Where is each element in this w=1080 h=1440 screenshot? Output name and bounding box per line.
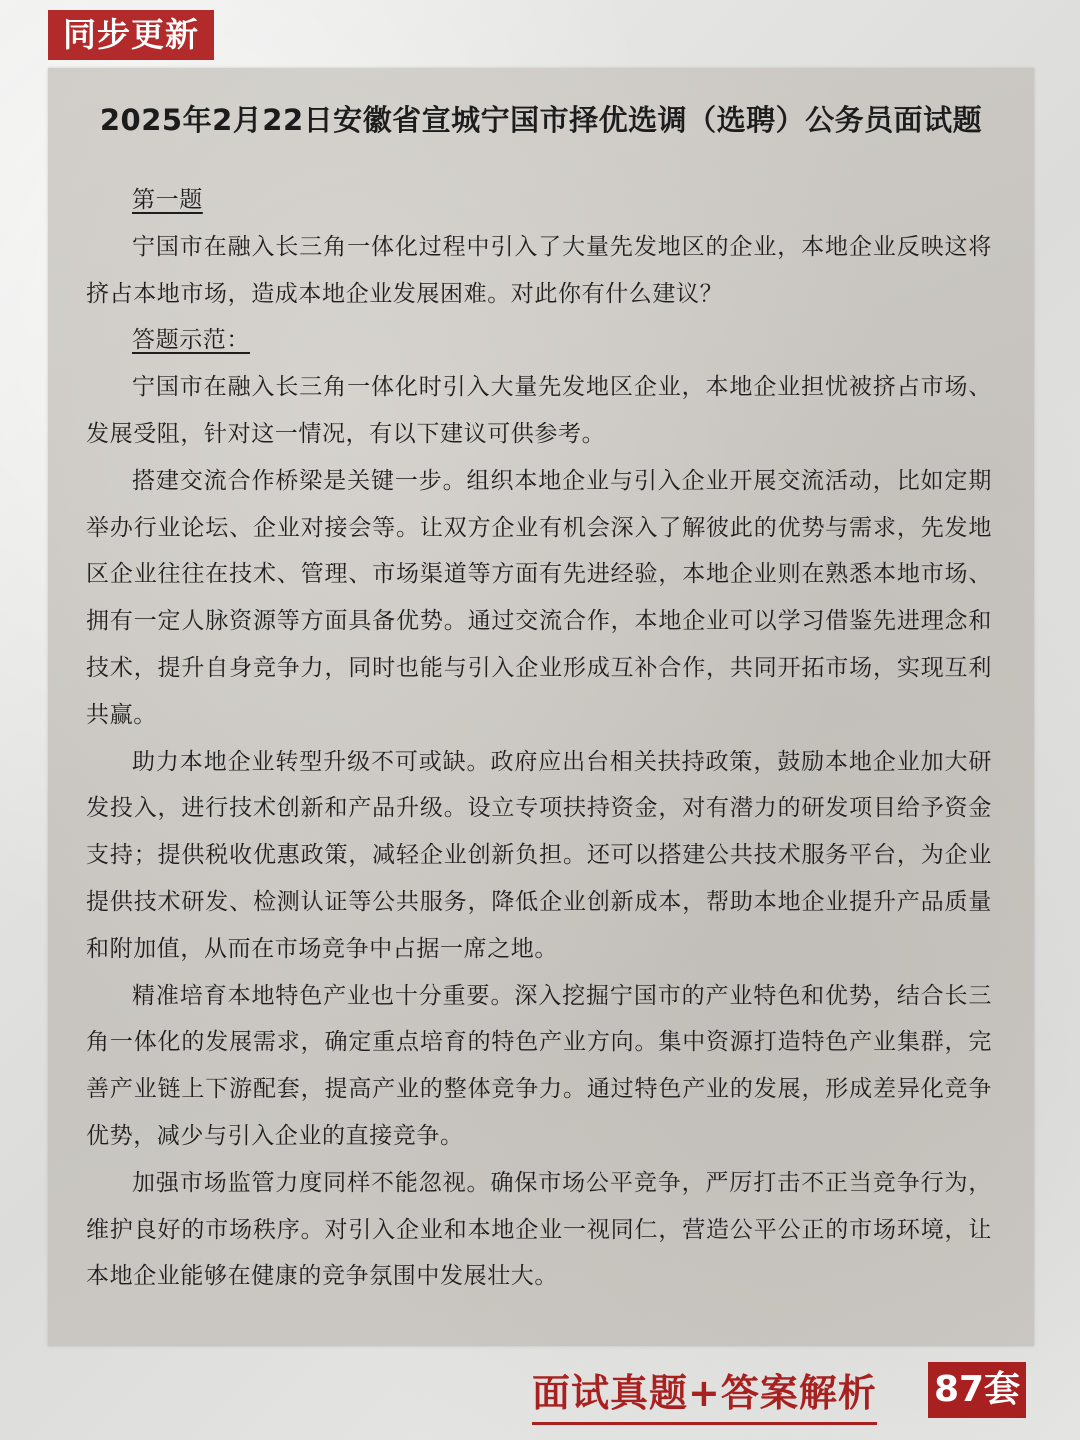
set-count-badge: 87套 <box>928 1362 1026 1418</box>
answer-paragraph: 宁国市在融入长三角一体化时引入大量先发地区企业，本地企业担忧被挤占市场、发展受阻，针对这一情况，有以下建议可供参考。 <box>86 374 992 447</box>
answer-paragraph: 搭建交流合作桥梁是关键一步。组织本地企业与引入企业开展交流活动，比如定期举办行业论坛、企业对接会等。让双方企业有机会深入了解彼此的优势与需求，先发地区企业往往在技术、管理、市场渠道等方面有先进经验，本地企业则在熟悉本地市场、拥有一定人脉资源等方面具备优势。通过交流合作，本地企业可以学习借鉴先进理念和技术，提升自身竞争力，同时也能与引入企业形成互补合作，共同开拓市场，实现互利共赢。 <box>86 467 992 728</box>
answer-paragraph: 助力本地企业转型升级不可或缺。政府应出台相关扶持政策，鼓励本地企业加大研发投入，进行技术创新和产品升级。设立专项扶持资金，对有潜力的研发项目给予资金支持；提供税收优惠政策，减轻企业创新负担。还可以搭建公共技术服务平台，为企业提供技术研发、检测认证等公共服务，降低企业创新成本，帮助本地企业提升产品质量和附加值，从而在市场竞争中占据一席之地。 <box>86 748 992 962</box>
answer-paragraph: 加强市场监管力度同样不能忽视。确保市场公平竞争，严厉打击不正当竞争行为，维护良好的市场秩序。对引入企业和本地企业一视同仁，营造公平公正的市场环境，让本地企业能够在健康的竞争氛围中发展壮大。 <box>86 1169 992 1290</box>
answer-paragraph: 精准培育本地特色产业也十分重要。深入挖掘宁国市的产业特色和优势，结合长三角一体化的发展需求，确定重点培育的特色产业方向。集中资源打造特色产业集群，完善产业链上下游配套，提高产业的整体竞争力。通过特色产业的发展，形成差异化竞争优势，减少与引入企业的直接竞争。 <box>86 982 992 1149</box>
document-title: 2025年2月22日安徽省宣城宁国市择优选调（选聘）公务员面试题 <box>99 103 983 137</box>
footer-caption: 面试真题+答案解析 <box>532 1364 877 1425</box>
sync-update-badge: 同步更新 <box>48 10 214 60</box>
document-sheet <box>48 68 1034 1346</box>
question-text: 宁国市在融入长三角一体化过程中引入了大量先发地区的企业，本地企业反映这将挤占本地市场，造成本地企业发展困难。对此你有什么建议？ <box>86 233 992 307</box>
document-body <box>86 177 992 1300</box>
answer-heading-text: 答题示范： <box>132 327 250 354</box>
answer-heading <box>86 317 992 364</box>
question-heading <box>86 177 992 224</box>
question-heading-text: 第一题 <box>132 187 203 213</box>
